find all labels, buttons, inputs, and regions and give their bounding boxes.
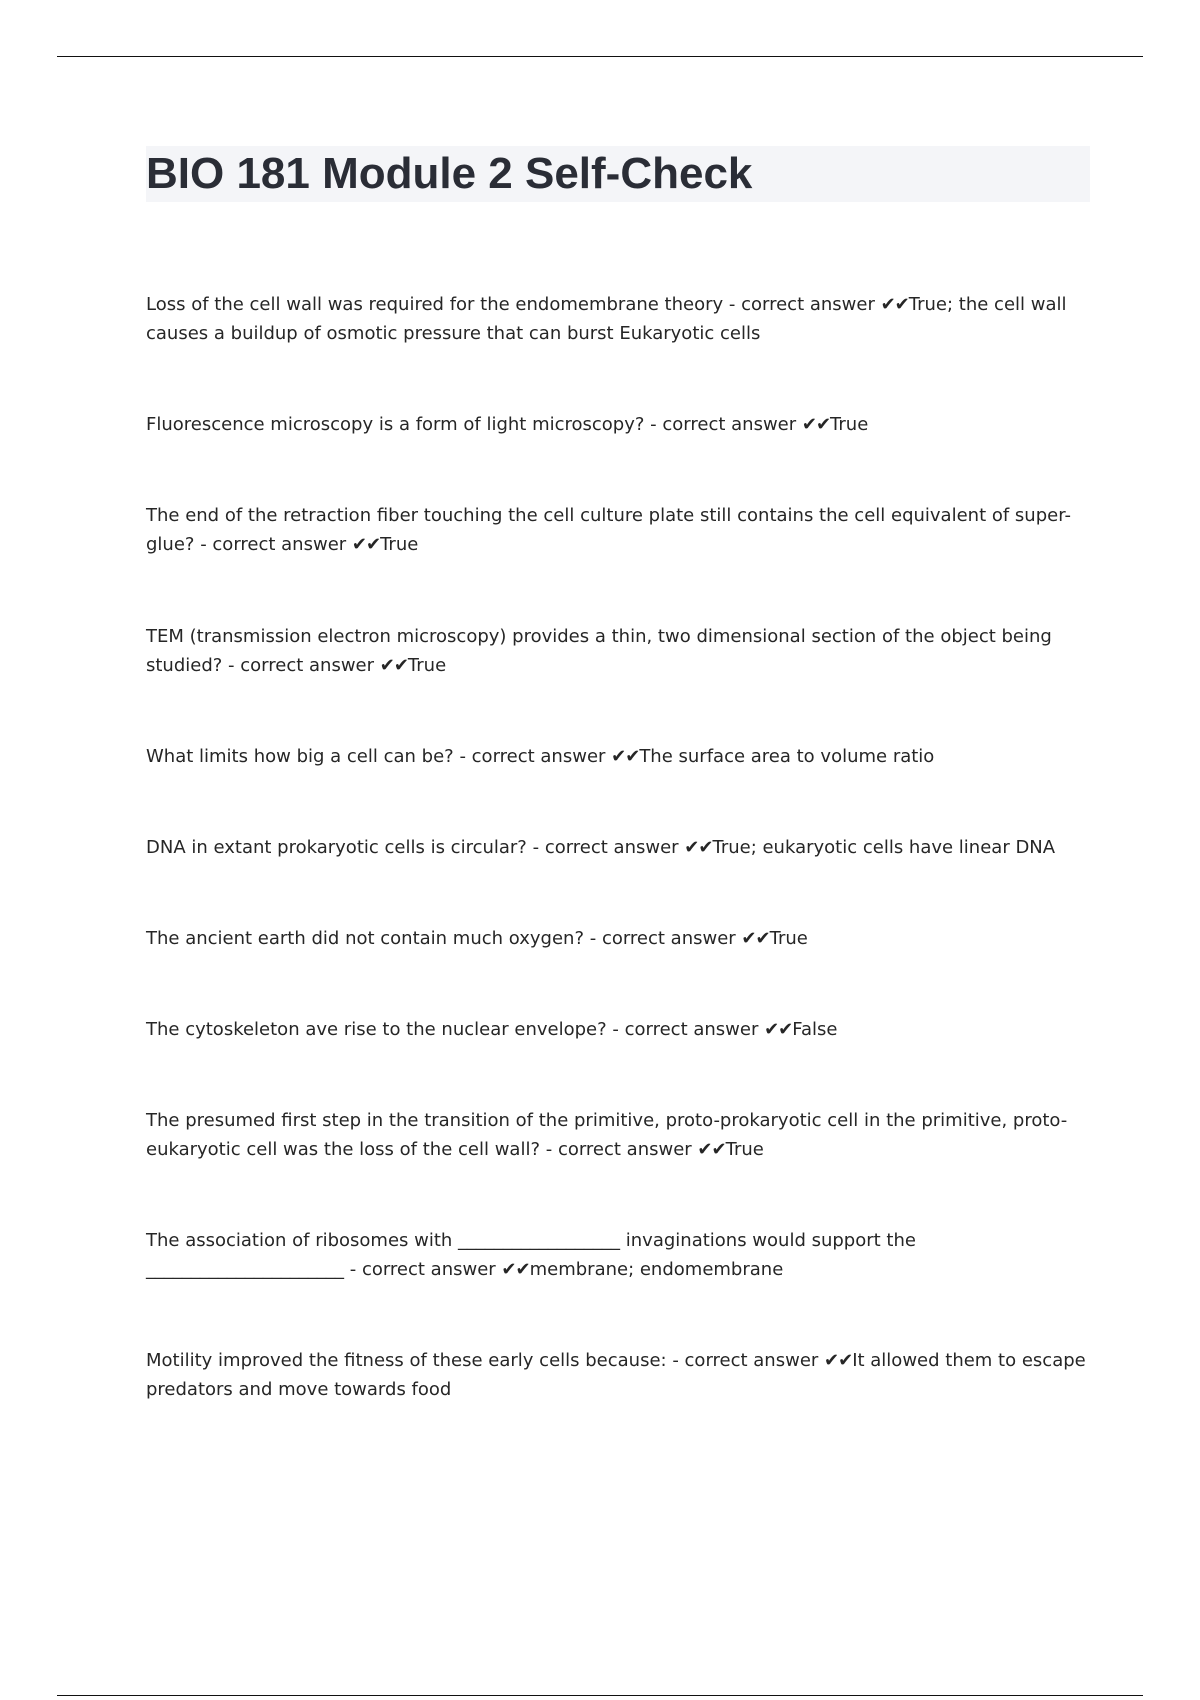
double-check-icon: ✔✔ [741,928,770,949]
double-check-icon: ✔✔ [880,294,909,315]
answer-text: True [407,655,447,676]
correct-answer-separator: - correct answer [644,414,802,435]
answer-text: True; the cell wall causes a buildup of osmotic pressure that can burst Eukaryotic cells [146,294,1067,344]
double-check-icon: ✔✔ [764,1019,793,1040]
correct-answer-separator: - correct answer [194,534,352,555]
page-title: BIO 181 Module 2 Self-Check [146,149,753,198]
correct-answer-separator: - correct answer [606,1019,765,1040]
qa-item [146,1106,1086,1164]
answer-text: False [792,1019,838,1040]
question-text: The association of ribosomes with __________________ invaginations would support the ______________________ [146,1230,916,1280]
correct-answer-separator: - correct answer [222,655,380,676]
double-check-icon: ✔✔ [501,1259,530,1280]
correct-answer-separator: - correct answer [344,1259,502,1280]
correct-answer-separator: - correct answer [540,1139,698,1160]
double-check-icon: ✔✔ [697,1139,726,1160]
double-check-icon: ✔✔ [801,414,831,435]
qa-item [146,1346,1086,1404]
correct-answer-separator: - correct answer [723,294,881,315]
answer-text: True [769,928,808,949]
double-check-icon: ✔✔ [611,746,640,767]
question-text: TEM (transmission electron microscopy) provides a thin, two dimensional section of the object being studied? [146,626,1052,676]
correct-answer-separator: - correct answer [453,746,612,767]
question-text: Loss of the cell wall was required for the endomembrane theory [146,294,724,315]
correct-answer-separator: - correct answer [584,928,742,949]
qa-item [146,1015,1086,1044]
answer-text: The surface area to volume ratio [639,746,935,767]
answer-text: True [380,534,419,555]
question-text: DNA in extant prokaryotic cells is circular? [146,837,527,858]
answer-text: membrane; endomembrane [529,1259,784,1280]
qa-item [146,290,1086,348]
qa-item [146,1226,1086,1284]
qa-item [146,924,1086,953]
qa-item [146,622,1086,680]
qa-item [146,833,1086,862]
question-text: The cytoskeleton ave rise to the nuclear envelope? [146,1019,607,1040]
correct-answer-separator: - correct answer [526,837,685,858]
double-check-icon: ✔✔ [351,534,381,555]
question-text: The ancient earth did not contain much oxygen? [146,928,584,949]
correct-answer-separator: - correct answer [666,1350,825,1371]
answer-text: True; eukaryotic cells have linear DNA [712,837,1056,858]
answer-text: It allowed them to escape predators and move towards food [146,1350,1086,1400]
bottom-rule [57,1695,1143,1696]
answer-text: True [830,414,869,435]
answer-text: True [725,1139,764,1160]
double-check-icon: ✔✔ [379,655,408,676]
qa-item [146,501,1086,559]
top-rule [57,56,1143,57]
qa-item [146,742,1086,771]
question-text: What limits how big a cell can be? [146,746,454,767]
question-text: Fluorescence microscopy is a form of light microscopy? [146,414,645,435]
question-text: The presumed first step in the transition of the primitive, proto-prokaryotic cell in the primitive, proto-eukaryotic cell was the loss of the cell wall? [146,1110,1068,1160]
double-check-icon: ✔✔ [684,837,713,858]
qa-item [146,410,1086,439]
question-text: Motility improved the fitness of these early cells because: [146,1350,667,1371]
question-text: The end of the retraction fiber touching the cell culture plate still contains the cell equivalent of super-glue? [146,505,1071,555]
double-check-icon: ✔✔ [824,1350,853,1371]
